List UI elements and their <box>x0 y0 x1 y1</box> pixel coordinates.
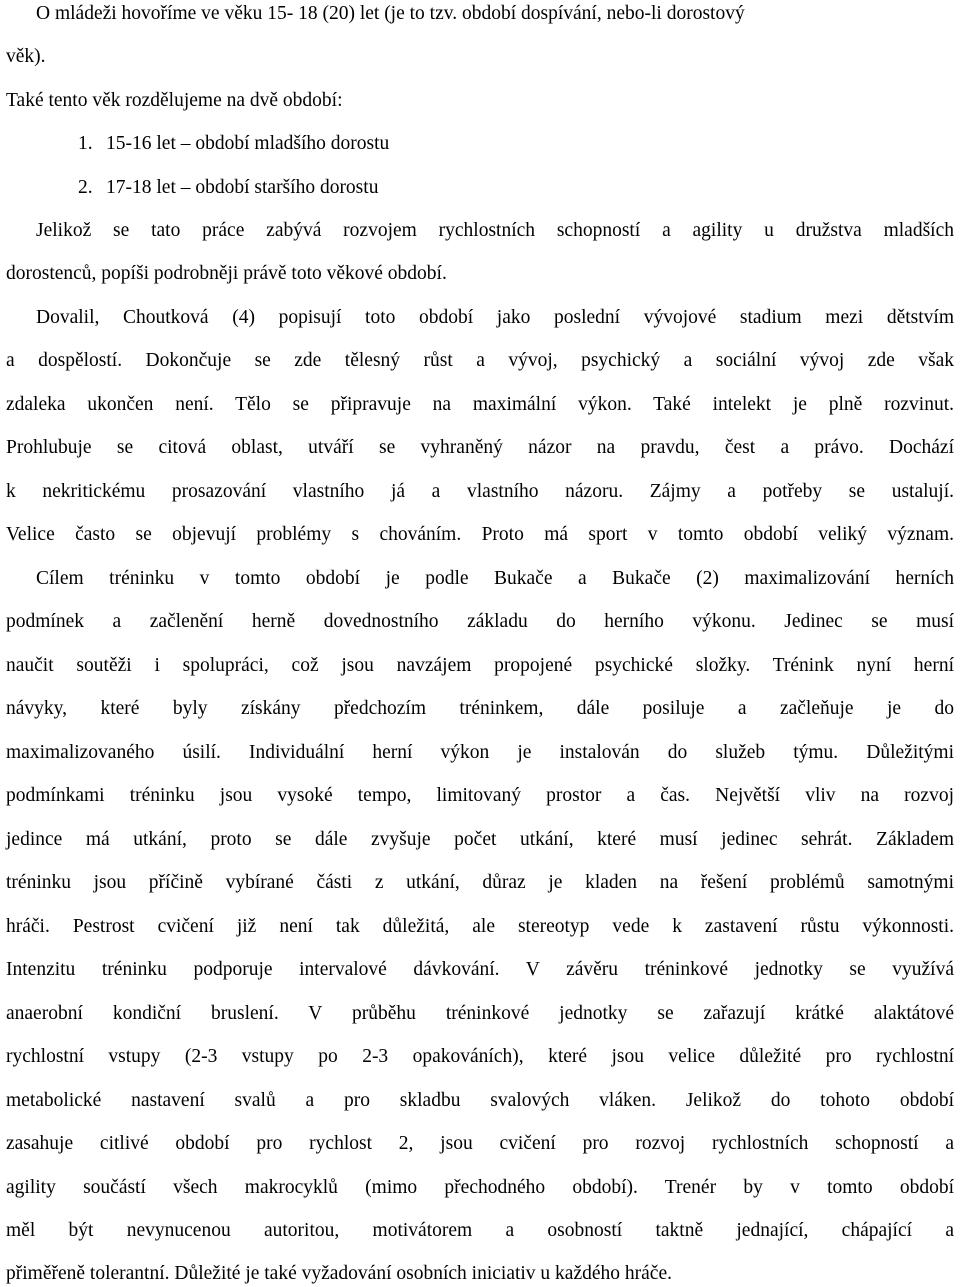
list-text: 17-18 let – období staršího dorostu <box>106 177 379 198</box>
list-number: 2. <box>78 177 93 198</box>
text-line: Také tento věk rozdělujeme na dvě období: <box>6 90 343 111</box>
text-line: tréninku jsou příčině vybírané části z utkání, důraz je kladen na řešení problémů samotnými <box>6 872 954 893</box>
list-item <box>78 175 960 201</box>
text-line: Velice často se objevují problémy s chováním. Proto má sport v tomto období veliký význam. <box>6 524 954 545</box>
text-line: dorostenců, popíši podrobněji právě toto věkové období. <box>6 263 447 284</box>
text-line: Jelikož se tato práce zabývá rozvojem rychlostních schopností a agility u družstva mladších <box>36 220 954 241</box>
text-line: agility součástí všech makrocyklů (mimo přechodného období). Trenér by v tomto období <box>6 1177 954 1198</box>
text-line: anaerobní kondiční bruslení. V průběhu tréninkové jednotky se zařazují krátké alaktátové <box>6 1003 954 1024</box>
text-line: O mládeži hovoříme ve věku 15- 18 (20) let (je to tzv. období dospívání, nebo-li dorostový <box>36 3 745 24</box>
text-line: měl být nevynucenou autoritou, motivátorem a osobností taktně jednající, chápající a <box>6 1220 954 1241</box>
text-line: věk). <box>6 46 46 67</box>
text-line: jedince má utkání, proto se dále zvyšuje počet utkání, které musí jedinec sehrát. Základem <box>6 829 954 850</box>
text-line: Cílem tréninku v tomto období je podle Bukače a Bukače (2) maximalizování herních <box>36 568 954 589</box>
text-line: podmínkami tréninku jsou vysoké tempo, limitovaný prostor a čas. Největší vliv na rozvoj <box>6 785 954 806</box>
text-line: maximalizovaného úsilí. Individuální herní výkon je instalován do služeb týmu. Důležitými <box>6 742 954 763</box>
text-line: zdaleka ukončen není. Tělo se připravuje na maximální výkon. Také intelekt je plně rozvinut. <box>6 394 954 415</box>
text-line: návyky, které byly získány předchozím tréninkem, dále posiluje a začleňuje je do <box>6 698 954 719</box>
text-line: k nekritickému prosazování vlastního já a vlastního názoru. Zájmy a potřeby se ustalují. <box>6 481 954 502</box>
text-line: podmínek a začlenění herně dovednostního základu do herního výkonu. Jedinec se musí <box>6 611 954 632</box>
text-line: a dospělostí. Dokončuje se zde tělesný růst a vývoj, psychický a sociální vývoj zde však <box>6 350 954 371</box>
text-line: naučit soutěži i spolupráci, což jsou navzájem propojené psychické složky. Trénink nyní herní <box>6 655 954 676</box>
list-text: 15-16 let – období mladšího dorostu <box>106 133 390 154</box>
text-line: rychlostní vstupy (2-3 vstupy po 2-3 opakováních), které jsou velice důležité pro rychlostní <box>6 1046 954 1067</box>
text-line: zasahuje citlivé období pro rychlost 2, jsou cvičení pro rozvoj rychlostních schopností a <box>6 1133 954 1154</box>
text-line: hráči. Pestrost cvičení již není tak důležitá, ale stereotyp vede k zastavení růstu výkonnosti. <box>6 916 954 937</box>
text-line: Prohlubuje se citová oblast, utváří se vyhraněný názor na pravdu, čest a právo. Dochází <box>6 437 954 458</box>
text-line: metabolické nastavení svalů a pro skladbu svalových vláken. Jelikož do tohoto období <box>6 1090 954 1111</box>
text-line: Intenzitu tréninku podporuje intervalové dávkování. V závěru tréninkové jednotky se využívá <box>6 959 954 980</box>
text-line: přiměřeně tolerantní. Důležité je také vyžadování osobních iniciativ u každého hráče. <box>6 1263 672 1284</box>
list-item <box>78 131 960 157</box>
text-line: Dovalil, Choutková (4) popisují toto období jako poslední vývojové stadium mezi dětstvím <box>36 307 954 328</box>
list-number: 1. <box>78 133 93 154</box>
